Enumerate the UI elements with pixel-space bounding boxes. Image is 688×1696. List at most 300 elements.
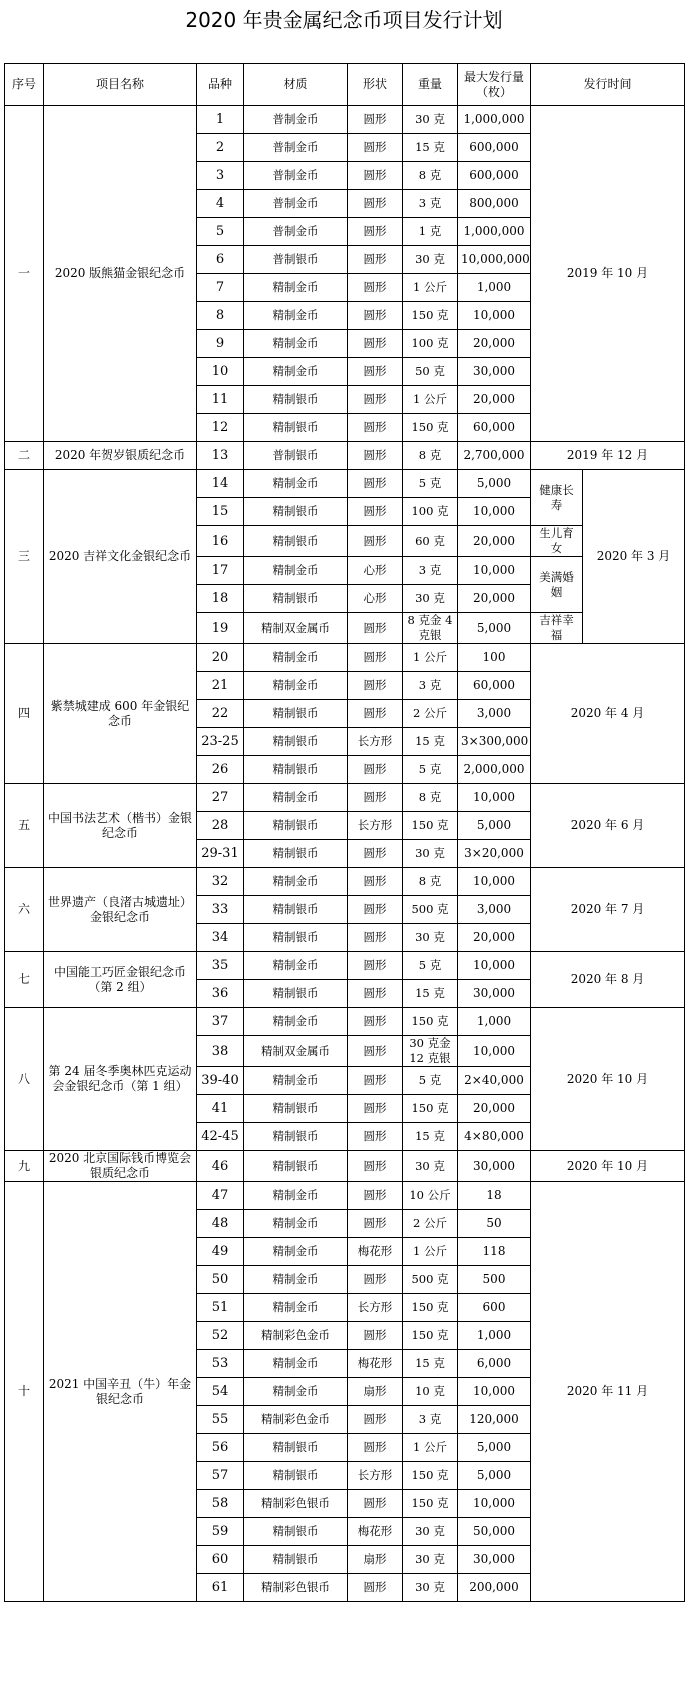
weight-cell: 1 公斤 bbox=[403, 1238, 458, 1266]
variety-cell: 14 bbox=[197, 470, 244, 498]
material-cell: 普制金币 bbox=[244, 106, 348, 134]
material-cell: 精制金币 bbox=[244, 644, 348, 672]
shape-cell: 圆形 bbox=[348, 924, 403, 952]
material-cell: 精制金币 bbox=[244, 330, 348, 358]
max-issue-cell: 10,000 bbox=[458, 1378, 531, 1406]
variety-cell: 5 bbox=[197, 218, 244, 246]
variety-cell: 9 bbox=[197, 330, 244, 358]
shape-cell: 圆形 bbox=[348, 1095, 403, 1123]
shape-cell: 圆形 bbox=[348, 162, 403, 190]
material-cell: 精制银币 bbox=[244, 1095, 348, 1123]
shape-cell: 圆形 bbox=[348, 644, 403, 672]
shape-cell: 圆形 bbox=[348, 106, 403, 134]
material-cell: 精制银币 bbox=[244, 728, 348, 756]
material-cell: 精制金币 bbox=[244, 952, 348, 980]
material-cell: 精制金币 bbox=[244, 1008, 348, 1036]
table-row bbox=[5, 784, 685, 812]
weight-cell: 30 克 bbox=[403, 246, 458, 274]
weight-cell: 1 公斤 bbox=[403, 1434, 458, 1462]
material-cell: 精制双金属币 bbox=[244, 613, 348, 644]
project-name: 2021 中国辛丑（牛）年金银纪念币 bbox=[44, 1182, 197, 1602]
variety-cell: 42-45 bbox=[197, 1123, 244, 1151]
shape-cell: 圆形 bbox=[348, 1123, 403, 1151]
weight-cell: 30 克 bbox=[403, 1151, 458, 1182]
variety-cell: 8 bbox=[197, 302, 244, 330]
issue-time-cell: 2020 年 7 月 bbox=[531, 868, 685, 952]
variety-cell: 36 bbox=[197, 980, 244, 1008]
table-row bbox=[5, 644, 685, 672]
project-name: 2020 版熊猫金银纪念币 bbox=[44, 106, 197, 442]
shape-cell: 圆形 bbox=[348, 1210, 403, 1238]
variety-cell: 23-25 bbox=[197, 728, 244, 756]
shape-cell: 圆形 bbox=[348, 1008, 403, 1036]
max-issue-cell: 3,000 bbox=[458, 700, 531, 728]
shape-cell: 圆形 bbox=[348, 1434, 403, 1462]
variety-cell: 13 bbox=[197, 442, 244, 470]
weight-cell: 500 克 bbox=[403, 1266, 458, 1294]
shape-cell: 圆形 bbox=[348, 358, 403, 386]
max-issue-cell: 10,000 bbox=[458, 1490, 531, 1518]
project-seq: 五 bbox=[5, 784, 44, 868]
weight-cell: 100 克 bbox=[403, 330, 458, 358]
shape-cell: 圆形 bbox=[348, 1574, 403, 1602]
table-row bbox=[5, 1008, 685, 1036]
table-row bbox=[5, 1182, 685, 1210]
shape-cell: 圆形 bbox=[348, 274, 403, 302]
project-name: 紫禁城建成 600 年金银纪念币 bbox=[44, 644, 197, 784]
material-cell: 精制金币 bbox=[244, 1067, 348, 1095]
shape-cell: 梅花形 bbox=[348, 1350, 403, 1378]
weight-cell: 3 克 bbox=[403, 1406, 458, 1434]
max-issue-cell: 18 bbox=[458, 1182, 531, 1210]
material-cell: 精制金币 bbox=[244, 1238, 348, 1266]
issuance-plan-table bbox=[4, 63, 685, 1602]
shape-cell: 圆形 bbox=[348, 330, 403, 358]
weight-cell: 150 克 bbox=[403, 812, 458, 840]
theme-cell: 吉祥幸福 bbox=[531, 613, 583, 644]
table-row bbox=[5, 106, 685, 134]
weight-cell: 8 克 bbox=[403, 784, 458, 812]
variety-cell: 59 bbox=[197, 1518, 244, 1546]
max-issue-cell: 10,000,000 bbox=[458, 246, 531, 274]
max-issue-cell: 20,000 bbox=[458, 924, 531, 952]
weight-cell: 30 克金 12 克银 bbox=[403, 1036, 458, 1067]
max-issue-cell: 2,000,000 bbox=[458, 756, 531, 784]
shape-cell: 长方形 bbox=[348, 1294, 403, 1322]
shape-cell: 圆形 bbox=[348, 190, 403, 218]
max-issue-cell: 600,000 bbox=[458, 162, 531, 190]
issue-time-cell: 2020 年 6 月 bbox=[531, 784, 685, 868]
variety-cell: 38 bbox=[197, 1036, 244, 1067]
max-issue-cell: 20,000 bbox=[458, 386, 531, 414]
material-cell: 精制银币 bbox=[244, 896, 348, 924]
material-cell: 精制金币 bbox=[244, 1266, 348, 1294]
max-issue-cell: 600 bbox=[458, 1294, 531, 1322]
max-issue-cell: 30,000 bbox=[458, 1151, 531, 1182]
issue-time-cell: 2019 年 10 月 bbox=[531, 106, 685, 442]
max-issue-cell: 2,700,000 bbox=[458, 442, 531, 470]
project-seq: 四 bbox=[5, 644, 44, 784]
header-issue-time: 发行时间 bbox=[531, 64, 685, 106]
max-issue-cell: 10,000 bbox=[458, 557, 531, 585]
max-issue-cell: 10,000 bbox=[458, 302, 531, 330]
weight-cell: 8 克金 4 克银 bbox=[403, 613, 458, 644]
project-seq: 九 bbox=[5, 1151, 44, 1182]
material-cell: 精制银币 bbox=[244, 1518, 348, 1546]
weight-cell: 1 公斤 bbox=[403, 644, 458, 672]
weight-cell: 8 克 bbox=[403, 868, 458, 896]
material-cell: 精制银币 bbox=[244, 585, 348, 613]
shape-cell: 心形 bbox=[348, 557, 403, 585]
weight-cell: 1 公斤 bbox=[403, 386, 458, 414]
max-issue-cell: 5,000 bbox=[458, 470, 531, 498]
weight-cell: 8 克 bbox=[403, 442, 458, 470]
table-row bbox=[5, 868, 685, 896]
max-issue-cell: 10,000 bbox=[458, 1036, 531, 1067]
theme-cell: 美满婚姻 bbox=[531, 557, 583, 613]
shape-cell: 圆形 bbox=[348, 246, 403, 274]
max-issue-cell: 5,000 bbox=[458, 812, 531, 840]
variety-cell: 33 bbox=[197, 896, 244, 924]
shape-cell: 圆形 bbox=[348, 386, 403, 414]
shape-cell: 圆形 bbox=[348, 1036, 403, 1067]
material-cell: 普制银币 bbox=[244, 442, 348, 470]
material-cell: 精制彩色银币 bbox=[244, 1574, 348, 1602]
max-issue-cell: 3,000 bbox=[458, 896, 531, 924]
max-issue-cell: 1,000 bbox=[458, 1008, 531, 1036]
max-issue-cell: 100 bbox=[458, 644, 531, 672]
table-row bbox=[5, 470, 685, 498]
max-issue-cell: 4×80,000 bbox=[458, 1123, 531, 1151]
weight-cell: 5 克 bbox=[403, 756, 458, 784]
shape-cell: 心形 bbox=[348, 585, 403, 613]
shape-cell: 长方形 bbox=[348, 728, 403, 756]
weight-cell: 150 克 bbox=[403, 414, 458, 442]
material-cell: 精制银币 bbox=[244, 526, 348, 557]
project-name: 第 24 届冬季奥林匹克运动会金银纪念币（第 1 组） bbox=[44, 1008, 197, 1151]
issue-time-cell: 2020 年 3 月 bbox=[583, 470, 685, 644]
weight-cell: 150 克 bbox=[403, 1095, 458, 1123]
max-issue-cell: 2×40,000 bbox=[458, 1067, 531, 1095]
variety-cell: 3 bbox=[197, 162, 244, 190]
weight-cell: 15 克 bbox=[403, 980, 458, 1008]
material-cell: 精制银币 bbox=[244, 700, 348, 728]
material-cell: 精制金币 bbox=[244, 868, 348, 896]
shape-cell: 扇形 bbox=[348, 1546, 403, 1574]
max-issue-cell: 10,000 bbox=[458, 498, 531, 526]
variety-cell: 12 bbox=[197, 414, 244, 442]
issue-time-cell: 2020 年 10 月 bbox=[531, 1008, 685, 1151]
material-cell: 精制彩色金币 bbox=[244, 1406, 348, 1434]
material-cell: 精制金币 bbox=[244, 1294, 348, 1322]
shape-cell: 圆形 bbox=[348, 700, 403, 728]
weight-cell: 15 克 bbox=[403, 728, 458, 756]
variety-cell: 58 bbox=[197, 1490, 244, 1518]
max-issue-cell: 3×300,000 bbox=[458, 728, 531, 756]
variety-cell: 20 bbox=[197, 644, 244, 672]
material-cell: 精制金币 bbox=[244, 672, 348, 700]
variety-cell: 32 bbox=[197, 868, 244, 896]
shape-cell: 圆形 bbox=[348, 1490, 403, 1518]
shape-cell: 圆形 bbox=[348, 442, 403, 470]
variety-cell: 41 bbox=[197, 1095, 244, 1123]
variety-cell: 1 bbox=[197, 106, 244, 134]
variety-cell: 29-31 bbox=[197, 840, 244, 868]
project-seq: 八 bbox=[5, 1008, 44, 1151]
shape-cell: 圆形 bbox=[348, 952, 403, 980]
shape-cell: 圆形 bbox=[348, 218, 403, 246]
theme-cell: 生儿育女 bbox=[531, 526, 583, 557]
weight-cell: 30 克 bbox=[403, 1518, 458, 1546]
max-issue-cell: 20,000 bbox=[458, 1095, 531, 1123]
weight-cell: 3 克 bbox=[403, 557, 458, 585]
project-name: 2020 年贺岁银质纪念币 bbox=[44, 442, 197, 470]
variety-cell: 54 bbox=[197, 1378, 244, 1406]
shape-cell: 圆形 bbox=[348, 896, 403, 924]
issue-time-cell: 2020 年 8 月 bbox=[531, 952, 685, 1008]
max-issue-cell: 6,000 bbox=[458, 1350, 531, 1378]
variety-cell: 35 bbox=[197, 952, 244, 980]
project-seq: 六 bbox=[5, 868, 44, 952]
shape-cell: 圆形 bbox=[348, 1266, 403, 1294]
issue-time-cell: 2020 年 11 月 bbox=[531, 1182, 685, 1602]
weight-cell: 100 克 bbox=[403, 498, 458, 526]
shape-cell: 圆形 bbox=[348, 980, 403, 1008]
material-cell: 精制金币 bbox=[244, 1378, 348, 1406]
max-issue-cell: 5,000 bbox=[458, 1462, 531, 1490]
weight-cell: 500 克 bbox=[403, 896, 458, 924]
material-cell: 精制银币 bbox=[244, 1123, 348, 1151]
variety-cell: 46 bbox=[197, 1151, 244, 1182]
material-cell: 精制金币 bbox=[244, 1350, 348, 1378]
max-issue-cell: 10,000 bbox=[458, 868, 531, 896]
issue-time-cell: 2020 年 4 月 bbox=[531, 644, 685, 784]
variety-cell: 34 bbox=[197, 924, 244, 952]
weight-cell: 5 克 bbox=[403, 952, 458, 980]
header-weight: 重量 bbox=[403, 64, 458, 106]
material-cell: 精制金币 bbox=[244, 784, 348, 812]
max-issue-cell: 50 bbox=[458, 1210, 531, 1238]
variety-cell: 7 bbox=[197, 274, 244, 302]
shape-cell: 梅花形 bbox=[348, 1238, 403, 1266]
material-cell: 精制银币 bbox=[244, 980, 348, 1008]
variety-cell: 22 bbox=[197, 700, 244, 728]
weight-cell: 30 克 bbox=[403, 924, 458, 952]
page-title: 2020 年贵金属纪念币项目发行计划 bbox=[185, 8, 503, 32]
max-issue-cell: 5,000 bbox=[458, 613, 531, 644]
variety-cell: 39-40 bbox=[197, 1067, 244, 1095]
variety-cell: 16 bbox=[197, 526, 244, 557]
weight-cell: 15 克 bbox=[403, 1123, 458, 1151]
shape-cell: 扇形 bbox=[348, 1378, 403, 1406]
weight-cell: 1 公斤 bbox=[403, 274, 458, 302]
variety-cell: 19 bbox=[197, 613, 244, 644]
weight-cell: 1 克 bbox=[403, 218, 458, 246]
shape-cell: 圆形 bbox=[348, 414, 403, 442]
weight-cell: 2 公斤 bbox=[403, 1210, 458, 1238]
shape-cell: 圆形 bbox=[348, 134, 403, 162]
max-issue-cell: 20,000 bbox=[458, 330, 531, 358]
header-seq: 序号 bbox=[5, 64, 44, 106]
shape-cell: 圆形 bbox=[348, 868, 403, 896]
weight-cell: 150 克 bbox=[403, 1294, 458, 1322]
variety-cell: 53 bbox=[197, 1350, 244, 1378]
issue-time-cell: 2019 年 12 月 bbox=[531, 442, 685, 470]
variety-cell: 11 bbox=[197, 386, 244, 414]
project-seq: 三 bbox=[5, 470, 44, 644]
header-name: 项目名称 bbox=[44, 64, 197, 106]
variety-cell: 26 bbox=[197, 756, 244, 784]
header-row bbox=[5, 64, 685, 106]
material-cell: 精制银币 bbox=[244, 756, 348, 784]
project-seq: 二 bbox=[5, 442, 44, 470]
shape-cell: 圆形 bbox=[348, 1322, 403, 1350]
max-issue-cell: 10,000 bbox=[458, 952, 531, 980]
weight-cell: 15 克 bbox=[403, 1350, 458, 1378]
shape-cell: 圆形 bbox=[348, 498, 403, 526]
material-cell: 精制银币 bbox=[244, 1151, 348, 1182]
weight-cell: 3 克 bbox=[403, 190, 458, 218]
shape-cell: 圆形 bbox=[348, 470, 403, 498]
weight-cell: 3 克 bbox=[403, 672, 458, 700]
variety-cell: 10 bbox=[197, 358, 244, 386]
weight-cell: 2 公斤 bbox=[403, 700, 458, 728]
variety-cell: 37 bbox=[197, 1008, 244, 1036]
material-cell: 精制银币 bbox=[244, 924, 348, 952]
material-cell: 精制银币 bbox=[244, 498, 348, 526]
material-cell: 普制金币 bbox=[244, 218, 348, 246]
header-max-issue: 最大发行量（枚） bbox=[458, 64, 531, 106]
variety-cell: 55 bbox=[197, 1406, 244, 1434]
material-cell: 精制银币 bbox=[244, 1462, 348, 1490]
variety-cell: 2 bbox=[197, 134, 244, 162]
project-seq: 七 bbox=[5, 952, 44, 1008]
variety-cell: 28 bbox=[197, 812, 244, 840]
header-material: 材质 bbox=[244, 64, 348, 106]
theme-cell: 健康长寿 bbox=[531, 470, 583, 526]
material-cell: 精制银币 bbox=[244, 1546, 348, 1574]
weight-cell: 30 克 bbox=[403, 106, 458, 134]
weight-cell: 15 克 bbox=[403, 134, 458, 162]
variety-cell: 21 bbox=[197, 672, 244, 700]
shape-cell: 圆形 bbox=[348, 613, 403, 644]
project-name: 2020 吉祥文化金银纪念币 bbox=[44, 470, 197, 644]
material-cell: 普制金币 bbox=[244, 190, 348, 218]
material-cell: 精制双金属币 bbox=[244, 1036, 348, 1067]
variety-cell: 18 bbox=[197, 585, 244, 613]
material-cell: 精制金币 bbox=[244, 1210, 348, 1238]
weight-cell: 150 克 bbox=[403, 1490, 458, 1518]
variety-cell: 17 bbox=[197, 557, 244, 585]
project-seq: 十 bbox=[5, 1182, 44, 1602]
shape-cell: 圆形 bbox=[348, 302, 403, 330]
table-row bbox=[5, 1151, 685, 1182]
shape-cell: 圆形 bbox=[348, 756, 403, 784]
weight-cell: 30 克 bbox=[403, 585, 458, 613]
max-issue-cell: 600,000 bbox=[458, 134, 531, 162]
material-cell: 普制金币 bbox=[244, 162, 348, 190]
material-cell: 普制金币 bbox=[244, 134, 348, 162]
material-cell: 普制银币 bbox=[244, 246, 348, 274]
weight-cell: 150 克 bbox=[403, 1008, 458, 1036]
max-issue-cell: 30,000 bbox=[458, 1546, 531, 1574]
material-cell: 精制金币 bbox=[244, 1182, 348, 1210]
material-cell: 精制银币 bbox=[244, 812, 348, 840]
project-name: 2020 北京国际钱币博览会银质纪念币 bbox=[44, 1151, 197, 1182]
max-issue-cell: 800,000 bbox=[458, 190, 531, 218]
issue-time-cell: 2020 年 10 月 bbox=[531, 1151, 685, 1182]
weight-cell: 10 公斤 bbox=[403, 1182, 458, 1210]
shape-cell: 圆形 bbox=[348, 1406, 403, 1434]
max-issue-cell: 30,000 bbox=[458, 980, 531, 1008]
material-cell: 精制银币 bbox=[244, 1434, 348, 1462]
shape-cell: 圆形 bbox=[348, 1067, 403, 1095]
material-cell: 精制银币 bbox=[244, 414, 348, 442]
project-seq: 一 bbox=[5, 106, 44, 442]
weight-cell: 60 克 bbox=[403, 526, 458, 557]
shape-cell: 圆形 bbox=[348, 1182, 403, 1210]
max-issue-cell: 50,000 bbox=[458, 1518, 531, 1546]
weight-cell: 150 克 bbox=[403, 302, 458, 330]
max-issue-cell: 10,000 bbox=[458, 784, 531, 812]
material-cell: 精制彩色银币 bbox=[244, 1490, 348, 1518]
variety-cell: 52 bbox=[197, 1322, 244, 1350]
weight-cell: 150 克 bbox=[403, 1322, 458, 1350]
project-name: 中国能工巧匠金银纪念币（第 2 组） bbox=[44, 952, 197, 1008]
material-cell: 精制金币 bbox=[244, 274, 348, 302]
weight-cell: 8 克 bbox=[403, 162, 458, 190]
table-row bbox=[5, 442, 685, 470]
weight-cell: 30 克 bbox=[403, 840, 458, 868]
variety-cell: 57 bbox=[197, 1462, 244, 1490]
variety-cell: 61 bbox=[197, 1574, 244, 1602]
weight-cell: 5 克 bbox=[403, 470, 458, 498]
material-cell: 精制彩色金币 bbox=[244, 1322, 348, 1350]
table-body bbox=[5, 106, 685, 1602]
variety-cell: 60 bbox=[197, 1546, 244, 1574]
weight-cell: 150 克 bbox=[403, 1462, 458, 1490]
weight-cell: 50 克 bbox=[403, 358, 458, 386]
material-cell: 精制银币 bbox=[244, 386, 348, 414]
max-issue-cell: 3×20,000 bbox=[458, 840, 531, 868]
max-issue-cell: 60,000 bbox=[458, 672, 531, 700]
variety-cell: 6 bbox=[197, 246, 244, 274]
variety-cell: 51 bbox=[197, 1294, 244, 1322]
weight-cell: 30 克 bbox=[403, 1574, 458, 1602]
shape-cell: 梅花形 bbox=[348, 1518, 403, 1546]
max-issue-cell: 1,000,000 bbox=[458, 218, 531, 246]
variety-cell: 4 bbox=[197, 190, 244, 218]
variety-cell: 56 bbox=[197, 1434, 244, 1462]
shape-cell: 长方形 bbox=[348, 812, 403, 840]
variety-cell: 48 bbox=[197, 1210, 244, 1238]
max-issue-cell: 20,000 bbox=[458, 526, 531, 557]
variety-cell: 50 bbox=[197, 1266, 244, 1294]
max-issue-cell: 200,000 bbox=[458, 1574, 531, 1602]
table-row bbox=[5, 952, 685, 980]
max-issue-cell: 20,000 bbox=[458, 585, 531, 613]
material-cell: 精制金币 bbox=[244, 302, 348, 330]
variety-cell: 27 bbox=[197, 784, 244, 812]
variety-cell: 47 bbox=[197, 1182, 244, 1210]
project-name: 中国书法艺术（楷书）金银纪念币 bbox=[44, 784, 197, 868]
shape-cell: 圆形 bbox=[348, 840, 403, 868]
weight-cell: 10 克 bbox=[403, 1378, 458, 1406]
shape-cell: 圆形 bbox=[348, 672, 403, 700]
material-cell: 精制金币 bbox=[244, 557, 348, 585]
material-cell: 精制金币 bbox=[244, 470, 348, 498]
shape-cell: 圆形 bbox=[348, 526, 403, 557]
